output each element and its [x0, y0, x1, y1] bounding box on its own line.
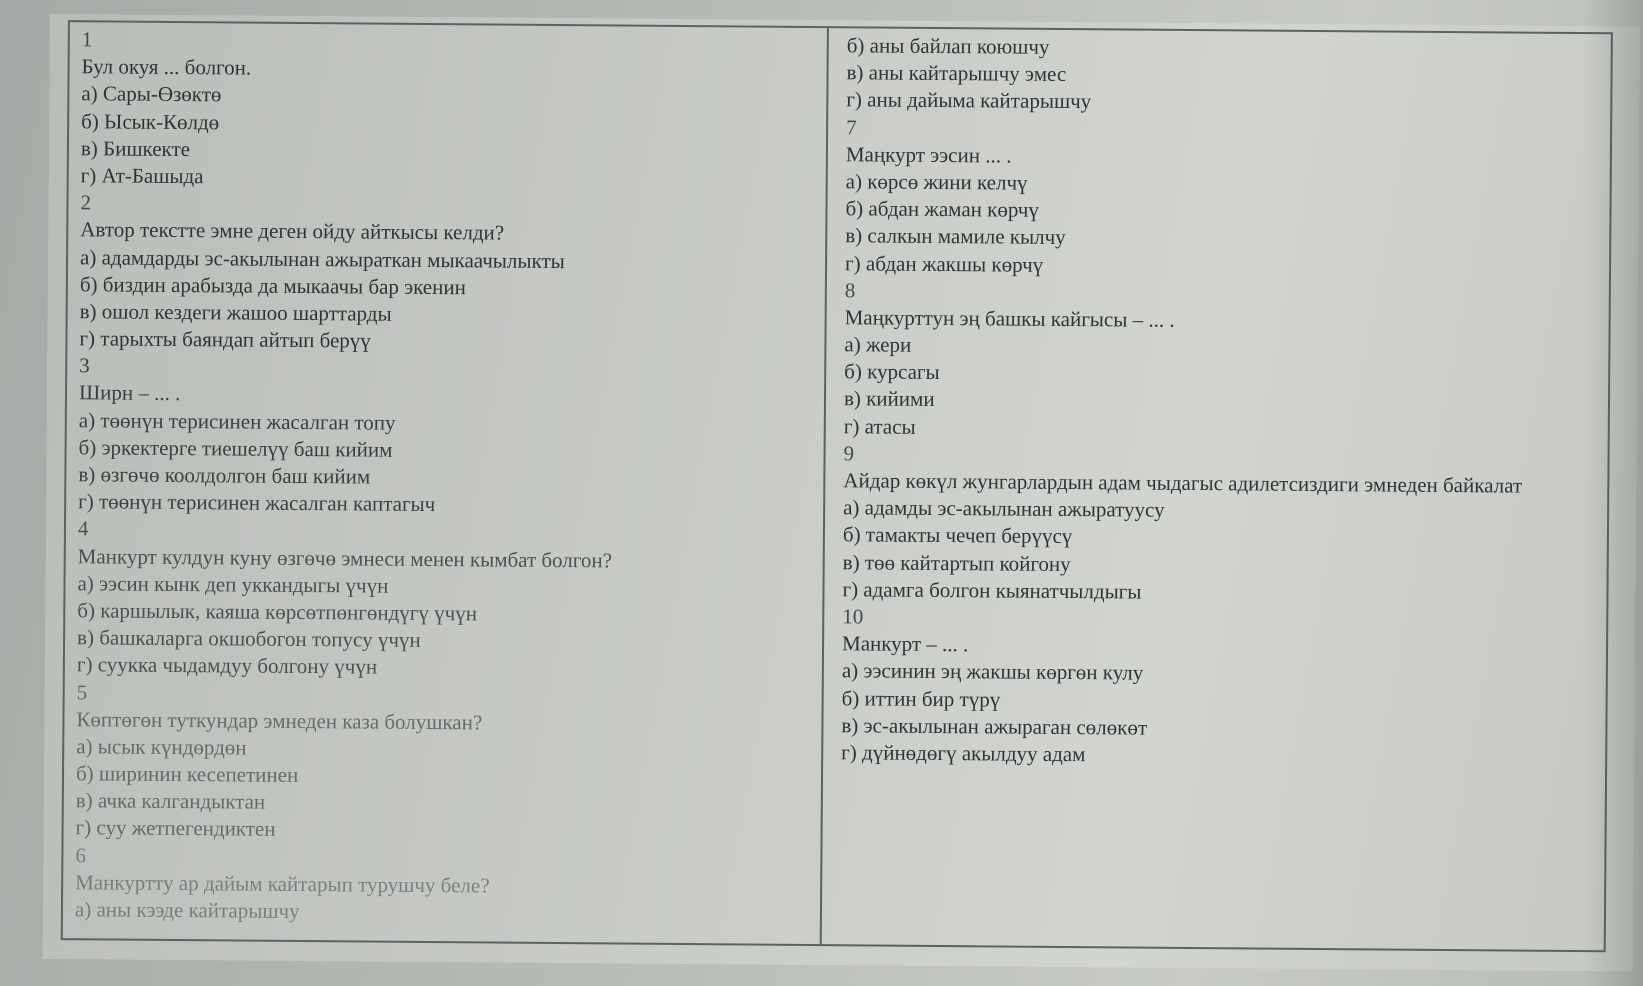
edge-shadow [1583, 0, 1643, 986]
answer-option: в) салкын мамиле кылчу [845, 223, 1066, 250]
answer-option: б) иттин бир түрү [841, 685, 1001, 711]
answer-option: в) ачка калгандыктан [75, 788, 266, 814]
answer-option: г) төөнүн терисинен жасалган каптагыч [78, 489, 436, 517]
answer-option: г) дүйнөдөгү акылдуу адам [841, 740, 1086, 767]
answer-option: б) тамакты чечеп берүүсү [842, 522, 1073, 549]
answer-option: а) ээсин кынк деп уккандыгы үчүн [77, 570, 389, 598]
question-number: 8 [844, 277, 856, 303]
question-text: Айдар көкүл жунгарлардын адам чыдагыс адилетсиздиги эмнеден байкалат [843, 468, 1523, 498]
answer-option: г) тарыхты баяндап айтып берүү [79, 326, 371, 353]
answer-option: в) эс-акылынан ажыраган сөлөкөт [841, 712, 1148, 740]
answer-option: б) ширинин кесепетинен [75, 761, 299, 788]
answer-option: б) курсагы [844, 359, 940, 385]
question-text: Манкурт кулдун куну өзгөчө эмнеси менен кымбат болгон? [77, 543, 613, 572]
answer-option: б) аны байлап коюшчу [846, 33, 1050, 59]
question-text: Манкурт – ... . [841, 631, 969, 657]
answer-option: в) башкаларга окшобогон топусу үчүн [77, 625, 421, 653]
answer-option: а) көрсө жини келчү [845, 169, 1028, 195]
question-number: 6 [75, 842, 86, 867]
answer-option: в) Бишкекте [80, 135, 191, 161]
answer-option: а) аны кээде кайтарышчу [74, 897, 300, 923]
right-column [841, 32, 1607, 772]
question-number: 10 [842, 604, 864, 629]
answer-option: г) суукка чыдамдуу болгону үчүн [76, 652, 378, 679]
question-number: 1 [81, 27, 93, 52]
question-text: Көптөгөн туткундар эмнеден каза болушкан? [76, 706, 483, 735]
answer-option: б) биздин арабызда да мыкаачы бар экенин [79, 271, 466, 299]
answer-option: б) каршылык, каяша көрсөтпөнгөндүгү үчүн [77, 598, 478, 626]
question-number: 7 [846, 114, 857, 139]
column-divider [820, 28, 829, 944]
answer-option: б) эркектерге тиешелүү баш кийим [78, 435, 393, 462]
answer-option: в) төө кайтартып койгону [842, 549, 1071, 576]
answer-option: а) төөнүн терисинен жасалган топу [78, 407, 396, 435]
quiz-table [61, 20, 1613, 952]
answer-option: г) суу жетпегендиктен [75, 815, 276, 842]
question-number: 2 [80, 190, 92, 215]
answer-option: в) кийими [843, 386, 935, 412]
answer-option: г) абдан жакшы көрчү [844, 250, 1044, 277]
left-column [75, 26, 817, 929]
answer-option: б) абдан жаман көрчү [845, 196, 1040, 222]
question-number: 9 [843, 441, 855, 466]
question-text: Автор текстте эмне деген ойду айткысы келди? [80, 217, 505, 245]
answer-option: а) ысык күндөрдөн [76, 734, 247, 760]
question-text: Маңкурттун эң башкы кайгысы – ... . [844, 305, 1175, 332]
answer-option: в) ошол кездеги жашоо шарттарды [79, 299, 392, 326]
answer-option: г) адамга болгон кыянатчылдыгы [842, 576, 1142, 604]
question-number: 5 [76, 679, 88, 704]
question-number: 3 [79, 353, 90, 378]
answer-option: а) адамдарды эс-акылынан ажыраткан мыкаачылыкты [80, 244, 565, 273]
question-number: 4 [77, 516, 89, 541]
paper-sheet [43, 14, 1640, 971]
answer-option: в) аны кайтарышчу эмес [846, 60, 1067, 87]
question-text: Маңкурт ээсин ... . [845, 142, 1012, 168]
answer-option: г) Ат-Башыда [80, 163, 204, 189]
question-text: Бул окуя ... болгон. [81, 54, 252, 80]
question-text: Манкуртту ар дайым кайтарып турушчу беле? [75, 870, 490, 898]
answer-option: г) аны дайыма кайтарышчу [846, 87, 1092, 114]
question-text: Ширн – ... . [78, 380, 181, 406]
answer-option: а) жери [844, 332, 912, 357]
answer-option: в) өзгөчө коолдолгон баш кийим [78, 462, 371, 489]
answer-option: б) Ысык-Көлдө [81, 108, 220, 134]
answer-option: а) Сары-Өзөктө [81, 81, 222, 107]
answer-option: а) ээсинин эң жакшы көргөн кулу [841, 658, 1144, 685]
answer-option: г) атасы [843, 413, 916, 439]
answer-option: а) адамды эс-акылынан ажыратуусу [843, 495, 1165, 522]
